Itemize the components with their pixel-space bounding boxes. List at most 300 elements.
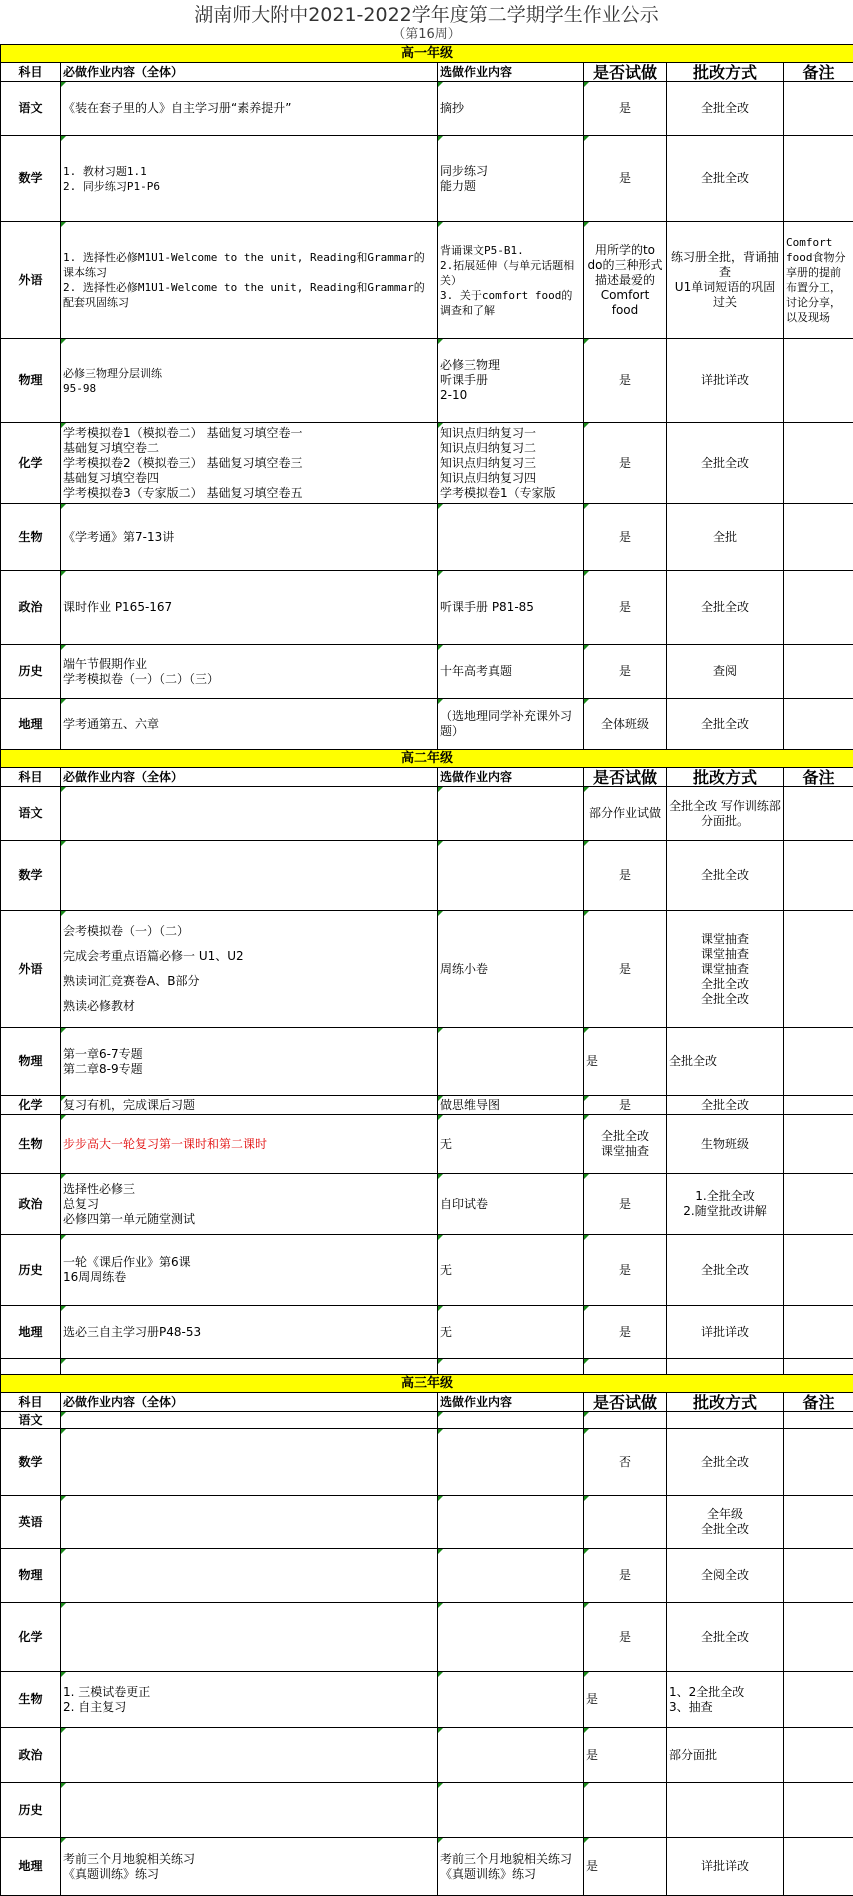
- optional-cell-line: 知识点归纳复习二: [440, 441, 581, 456]
- table-row: [1, 1096, 853, 1115]
- trial-cell: [584, 504, 667, 571]
- trial-cell: [584, 841, 667, 911]
- optional-cell-line: 无: [440, 1137, 581, 1152]
- required-cell-line: 选择性必修三: [63, 1182, 435, 1197]
- trial-cell: [584, 1359, 667, 1375]
- table-row: [1, 1603, 853, 1672]
- trial-cell: [584, 82, 667, 136]
- trial-cell: [584, 1672, 667, 1728]
- required-cell: [61, 1028, 438, 1096]
- grade-banner: [1, 1375, 853, 1393]
- grading-cell-line: 全批: [669, 530, 781, 545]
- header-grading: 批改方式: [667, 768, 784, 787]
- header-trial: 是否试做: [584, 1393, 667, 1412]
- subject-cell: 语文: [1, 82, 61, 136]
- homework-table: [0, 44, 853, 1896]
- optional-cell-line: 2.拓展延伸（与单元话题相关）: [440, 258, 581, 288]
- table-row: [1, 1174, 853, 1235]
- table-row: [1, 1028, 853, 1096]
- grading-cell: [667, 1115, 784, 1174]
- required-cell-line: 第二章8-9专题: [63, 1062, 435, 1077]
- note-cell: [784, 699, 853, 750]
- header-subject: 科目: [1, 768, 61, 787]
- optional-cell: [438, 423, 584, 504]
- note-cell: [784, 1359, 853, 1375]
- required-cell: [61, 1235, 438, 1306]
- trial-cell-line: 是: [586, 530, 664, 545]
- table-row: [1, 82, 853, 136]
- grading-cell: [667, 1603, 784, 1672]
- required-cell: [61, 841, 438, 911]
- grading-cell-line: 课堂抽查: [669, 932, 781, 947]
- trial-cell: [584, 787, 667, 841]
- grade-banner: [1, 45, 853, 63]
- trial-cell-line: 是: [586, 373, 664, 388]
- table-row: [1, 504, 853, 571]
- required-cell: [61, 1115, 438, 1174]
- required-cell-line: 考前三个月地貌相关练习: [63, 1852, 435, 1867]
- required-cell: [61, 1496, 438, 1549]
- grading-cell-line: 全批全改: [669, 1630, 781, 1645]
- note-cell: [784, 1174, 853, 1235]
- note-cell: [784, 339, 853, 423]
- required-cell-line: 2. 同步练习P1-P6: [63, 179, 435, 194]
- required-cell-line: 课时作业 P165-167: [63, 600, 435, 615]
- note-cell: [784, 82, 853, 136]
- trial-cell: [584, 699, 667, 750]
- required-cell-line: 2. 选择性必修M1U1-Welcome to the unit, Reading和Grammar的配套巩固练习: [63, 280, 435, 310]
- subject-cell: 历史: [1, 1235, 61, 1306]
- header-subject: 科目: [1, 63, 61, 82]
- note-cell: [784, 1783, 853, 1838]
- note-cell: [784, 1429, 853, 1496]
- grading-cell-line: 部分面批: [669, 1748, 781, 1763]
- grading-cell-line: U1单词短语的巩固过关: [669, 280, 781, 310]
- grading-cell-line: 全批全改: [669, 1522, 781, 1537]
- note-cell: [784, 841, 853, 911]
- grading-cell: [667, 571, 784, 645]
- required-cell-line: 熟读词汇竞赛卷A、B部分: [63, 974, 435, 989]
- trial-cell: [584, 339, 667, 423]
- grading-cell-line: 查阅: [669, 664, 781, 679]
- grading-cell: [667, 841, 784, 911]
- subject-cell: [1, 1359, 61, 1375]
- subject-cell: 数学: [1, 841, 61, 911]
- required-cell: [61, 1429, 438, 1496]
- required-cell-line: 步步高大一轮复习第一课时和第二课时: [63, 1137, 435, 1152]
- optional-cell: [438, 787, 584, 841]
- subject-cell: 物理: [1, 1549, 61, 1603]
- grading-cell-line: 课堂抽查: [669, 947, 781, 962]
- table-row: [1, 1672, 853, 1728]
- trial-cell: [584, 1728, 667, 1783]
- subject-cell: 历史: [1, 645, 61, 699]
- required-cell-line: 学考模拟卷3（专家版二） 基础复习填空卷五: [63, 486, 435, 501]
- trial-cell: [584, 1115, 667, 1174]
- subject-cell: 化学: [1, 1096, 61, 1115]
- optional-cell: [438, 841, 584, 911]
- optional-cell: [438, 1306, 584, 1359]
- required-cell-line: 《学考通》第7-13讲: [63, 530, 435, 545]
- required-cell-line: 16周周练卷: [63, 1270, 435, 1285]
- optional-cell-line: 听课手册 P81-85: [440, 600, 581, 615]
- grading-cell: [667, 1412, 784, 1429]
- subject-cell: 政治: [1, 1728, 61, 1783]
- subject-cell: 外语: [1, 222, 61, 339]
- table-row: [1, 1235, 853, 1306]
- grading-cell: [667, 339, 784, 423]
- note-cell: [784, 1028, 853, 1096]
- required-cell-line: 《真题训练》练习: [63, 1867, 435, 1882]
- note-cell: [784, 1603, 853, 1672]
- trial-cell-line: 全体班级: [586, 717, 664, 732]
- grading-cell-line: 全批全改: [669, 171, 781, 186]
- trial-cell: [584, 1603, 667, 1672]
- note-cell: [784, 1496, 853, 1549]
- trial-cell-line: 是: [586, 171, 664, 186]
- table-row: [1, 423, 853, 504]
- subject-cell: 历史: [1, 1783, 61, 1838]
- grading-cell: [667, 1549, 784, 1603]
- trial-cell-line: 否: [586, 1455, 664, 1470]
- optional-cell-line: 背诵课文P5-B1.: [440, 243, 581, 258]
- grading-cell: [667, 136, 784, 222]
- grading-cell-line: 全批全改: [669, 977, 781, 992]
- required-cell: [61, 911, 438, 1028]
- week-label: （第16周）: [0, 26, 853, 44]
- trial-cell-line: 是: [586, 600, 664, 615]
- header-required: 必做作业内容（全体）: [61, 768, 438, 787]
- table-row: [1, 1429, 853, 1496]
- grading-cell-line: 全批全改: [669, 1263, 781, 1278]
- grading-cell-line: 练习册全批，背诵抽查: [669, 250, 781, 280]
- header-grading: 批改方式: [667, 1393, 784, 1412]
- grading-cell: [667, 1429, 784, 1496]
- required-cell: [61, 423, 438, 504]
- note-cell: [784, 1235, 853, 1306]
- table-row: [1, 645, 853, 699]
- header-note: 备注: [784, 768, 853, 787]
- optional-cell: [438, 222, 584, 339]
- grading-cell-line: 全批全改: [669, 456, 781, 471]
- trial-cell-line: 是: [586, 1098, 664, 1113]
- required-cell: [61, 787, 438, 841]
- optional-cell: [438, 911, 584, 1028]
- required-cell: [61, 645, 438, 699]
- trial-cell: [584, 222, 667, 339]
- grade-name: 高三年级: [1, 1375, 853, 1393]
- required-cell: [61, 504, 438, 571]
- required-cell-line: 学考模拟卷1（模拟卷二） 基础复习填空卷一: [63, 426, 435, 441]
- optional-cell: [438, 645, 584, 699]
- subject-cell: 物理: [1, 339, 61, 423]
- optional-cell: [438, 1603, 584, 1672]
- trial-cell-line: 部分作业试做: [586, 806, 664, 821]
- required-cell: [61, 136, 438, 222]
- grading-cell: [667, 699, 784, 750]
- optional-cell-line: 必修三物理: [440, 358, 581, 373]
- subject-cell: 生物: [1, 1672, 61, 1728]
- header-row: [1, 768, 853, 787]
- note-cell: [784, 1728, 853, 1783]
- optional-cell-line: 无: [440, 1325, 581, 1340]
- optional-cell: [438, 1028, 584, 1096]
- table-row: [1, 911, 853, 1028]
- grading-cell: [667, 1306, 784, 1359]
- trial-cell: [584, 423, 667, 504]
- table-row: [1, 222, 853, 339]
- note-cell: [784, 1096, 853, 1115]
- required-cell-line: [63, 939, 435, 949]
- trial-cell: [584, 911, 667, 1028]
- trial-cell-line: 课堂抽查: [586, 1144, 664, 1159]
- trial-cell-line: 是: [586, 1054, 664, 1069]
- grading-cell-line: 全批全改: [669, 992, 781, 1007]
- optional-cell: [438, 1115, 584, 1174]
- required-cell-line: 2. 自主复习: [63, 1700, 435, 1715]
- grading-cell-line: 详批详改: [669, 1325, 781, 1340]
- trial-cell-line: 是: [586, 1568, 664, 1583]
- subject-cell: 政治: [1, 1174, 61, 1235]
- required-cell-line: [63, 964, 435, 974]
- grading-cell-line: 全批全改: [669, 717, 781, 732]
- required-cell-line: 熟读必修教材: [63, 999, 435, 1014]
- required-cell: [61, 1174, 438, 1235]
- subject-cell: 物理: [1, 1028, 61, 1096]
- header-subject: 科目: [1, 1393, 61, 1412]
- optional-cell-line: 学考模拟卷1（专家版: [440, 486, 581, 501]
- subject-cell: 英语: [1, 1496, 61, 1549]
- optional-cell: [438, 1412, 584, 1429]
- required-cell-line: [63, 989, 435, 999]
- subject-cell: 语文: [1, 1412, 61, 1429]
- required-cell: [61, 1672, 438, 1728]
- optional-cell: [438, 699, 584, 750]
- trial-cell: [584, 1306, 667, 1359]
- required-cell: [61, 1306, 438, 1359]
- grading-cell: [667, 423, 784, 504]
- optional-cell-line: （选地理同学补充课外习题）: [440, 709, 581, 739]
- table-row: [1, 1549, 853, 1603]
- trial-cell: [584, 1783, 667, 1838]
- note-cell: [784, 1412, 853, 1429]
- trial-cell-line: 是: [586, 1197, 664, 1212]
- grading-cell-line: 全批全改: [669, 101, 781, 116]
- grading-cell-line: 全批全改: [669, 600, 781, 615]
- grading-cell: [667, 1096, 784, 1115]
- grading-cell: [667, 911, 784, 1028]
- trial-cell-line: 用所学的to do的三种形式描述最爱的Comfort food: [586, 243, 664, 318]
- note-cell: [784, 423, 853, 504]
- header-optional: 选做作业内容: [438, 1393, 584, 1412]
- required-cell: [61, 699, 438, 750]
- optional-cell: [438, 504, 584, 571]
- grading-cell: [667, 222, 784, 339]
- required-cell-line: 基础复习填空卷二: [63, 441, 435, 456]
- note-cell: [784, 136, 853, 222]
- optional-cell: [438, 1496, 584, 1549]
- optional-cell-line: 十年高考真题: [440, 664, 581, 679]
- header-optional: 选做作业内容: [438, 63, 584, 82]
- optional-cell: [438, 1728, 584, 1783]
- note-cell: [784, 571, 853, 645]
- optional-cell: [438, 1672, 584, 1728]
- grading-cell: [667, 1496, 784, 1549]
- required-cell: [61, 1359, 438, 1375]
- trial-cell-line: 是: [586, 868, 664, 883]
- optional-cell-line: 知识点归纳复习三: [440, 456, 581, 471]
- grading-cell: [667, 1783, 784, 1838]
- trial-cell-line: 是: [586, 1325, 664, 1340]
- grade-name: 高二年级: [1, 750, 853, 768]
- header-required: 必做作业内容（全体）: [61, 1393, 438, 1412]
- grading-cell: [667, 1235, 784, 1306]
- required-cell-line: 端午节假期作业: [63, 657, 435, 672]
- required-cell-line: 1. 教材习题1.1: [63, 164, 435, 179]
- required-cell-line: 必修四第一单元随堂测试: [63, 1212, 435, 1227]
- grading-cell-line: 3、抽查: [669, 1700, 781, 1715]
- optional-cell-line: 听课手册: [440, 373, 581, 388]
- subject-cell: 语文: [1, 787, 61, 841]
- required-cell-line: 一轮《课后作业》第6课: [63, 1255, 435, 1270]
- required-cell: [61, 571, 438, 645]
- optional-cell: [438, 82, 584, 136]
- grading-cell-line: 全年级: [669, 1507, 781, 1522]
- required-cell-line: 95-98: [63, 381, 435, 396]
- grading-cell-line: 1.全批全改: [669, 1189, 781, 1204]
- header-trial: 是否试做: [584, 768, 667, 787]
- optional-cell-line: 《真题训练》练习: [440, 1867, 581, 1882]
- grading-cell: [667, 1174, 784, 1235]
- optional-cell-line: 2-10: [440, 388, 581, 403]
- required-cell: [61, 1549, 438, 1603]
- required-cell: [61, 1603, 438, 1672]
- table-row: [1, 699, 853, 750]
- optional-cell-line: 周练小卷: [440, 962, 581, 977]
- optional-cell: [438, 1235, 584, 1306]
- required-cell: [61, 339, 438, 423]
- grading-cell-line: 全阅全改: [669, 1568, 781, 1583]
- header-note: 备注: [784, 63, 853, 82]
- grading-cell-line: 全批全改 写作训练部分面批。: [669, 799, 781, 829]
- required-cell-line: 《装在套子里的人》自主学习册“素养提升”: [63, 101, 435, 116]
- trial-cell: [584, 1549, 667, 1603]
- grading-cell: [667, 504, 784, 571]
- required-cell: [61, 1728, 438, 1783]
- trial-cell-line: 是: [586, 1859, 664, 1874]
- note-cell: [784, 1672, 853, 1728]
- subject-cell: 数学: [1, 136, 61, 222]
- required-cell-line: 完成会考重点语篇必修一 U1、U2: [63, 949, 435, 964]
- grading-cell-line: 全批全改: [669, 1455, 781, 1470]
- note-cell: [784, 504, 853, 571]
- trial-cell: [584, 1496, 667, 1549]
- subject-cell: 外语: [1, 911, 61, 1028]
- trial-cell: [584, 136, 667, 222]
- table-row: [1, 841, 853, 911]
- required-cell-line: 会考模拟卷（一）（二）: [63, 924, 435, 939]
- grading-cell: [667, 1359, 784, 1375]
- optional-cell: [438, 1174, 584, 1235]
- subject-cell: 化学: [1, 1603, 61, 1672]
- header-required: 必做作业内容（全体）: [61, 63, 438, 82]
- optional-cell-line: 考前三个月地貌相关练习: [440, 1852, 581, 1867]
- grading-cell: [667, 1028, 784, 1096]
- grading-cell-line: 1、2全批全改: [669, 1685, 781, 1700]
- trial-cell-line: 全批全改: [586, 1129, 664, 1144]
- optional-cell: [438, 1549, 584, 1603]
- required-cell-line: 1. 三模试卷更正: [63, 1685, 435, 1700]
- grading-cell: [667, 787, 784, 841]
- required-cell: [61, 222, 438, 339]
- grading-cell-line: 全批全改: [669, 868, 781, 883]
- grading-cell-line: 详批详改: [669, 373, 781, 388]
- note-cell: [784, 1306, 853, 1359]
- trial-cell: [584, 1412, 667, 1429]
- required-cell: [61, 1783, 438, 1838]
- required-cell-line: 必修三物理分层训练: [63, 366, 435, 381]
- header-optional: 选做作业内容: [438, 768, 584, 787]
- optional-cell: [438, 136, 584, 222]
- note-cell: [784, 645, 853, 699]
- trial-cell-line: 是: [586, 101, 664, 116]
- required-cell-line: 总复习: [63, 1197, 435, 1212]
- grading-cell: [667, 1728, 784, 1783]
- subject-cell: 数学: [1, 1429, 61, 1496]
- note-cell: [784, 222, 853, 339]
- grading-cell: [667, 1672, 784, 1728]
- optional-cell-line: 自印试卷: [440, 1197, 581, 1212]
- table-row: [1, 571, 853, 645]
- subject-cell: 地理: [1, 699, 61, 750]
- optional-cell: [438, 1359, 584, 1375]
- trial-cell: [584, 1174, 667, 1235]
- table-row: [1, 787, 853, 841]
- subject-cell: 地理: [1, 1838, 61, 1896]
- grading-cell: [667, 82, 784, 136]
- table-row: [1, 1783, 853, 1838]
- trial-cell-line: 是: [586, 456, 664, 471]
- optional-cell-line: 同步练习: [440, 164, 581, 179]
- grading-cell-line: 全批全改: [669, 1054, 781, 1069]
- optional-cell-line: 知识点归纳复习四: [440, 471, 581, 486]
- trial-cell: [584, 571, 667, 645]
- optional-cell-line: 摘抄: [440, 101, 581, 116]
- optional-cell-line: 知识点归纳复习一: [440, 426, 581, 441]
- optional-cell: [438, 1096, 584, 1115]
- header-row: [1, 63, 853, 82]
- subject-cell: 生物: [1, 1115, 61, 1174]
- note-cell: [784, 1549, 853, 1603]
- required-cell: [61, 1412, 438, 1429]
- optional-cell: [438, 339, 584, 423]
- trial-cell: [584, 1028, 667, 1096]
- subject-cell: 生物: [1, 504, 61, 571]
- page-title: 湖南师大附中2021-2022学年度第二学期学生作业公示: [0, 0, 853, 26]
- grading-cell-line: 生物班级: [669, 1137, 781, 1152]
- required-cell: [61, 1096, 438, 1115]
- trial-cell-line: 是: [586, 664, 664, 679]
- required-cell-line: 基础复习填空卷四: [63, 471, 435, 486]
- optional-cell-line: 无: [440, 1263, 581, 1278]
- trial-cell-line: 是: [586, 1263, 664, 1278]
- table-row: [1, 1306, 853, 1359]
- required-cell-line: 学考通第五、六章: [63, 717, 435, 732]
- optional-cell: [438, 571, 584, 645]
- required-cell-line: 复习有机，完成课后习题: [63, 1098, 435, 1113]
- table-row: [1, 1359, 853, 1375]
- note-cell: [784, 911, 853, 1028]
